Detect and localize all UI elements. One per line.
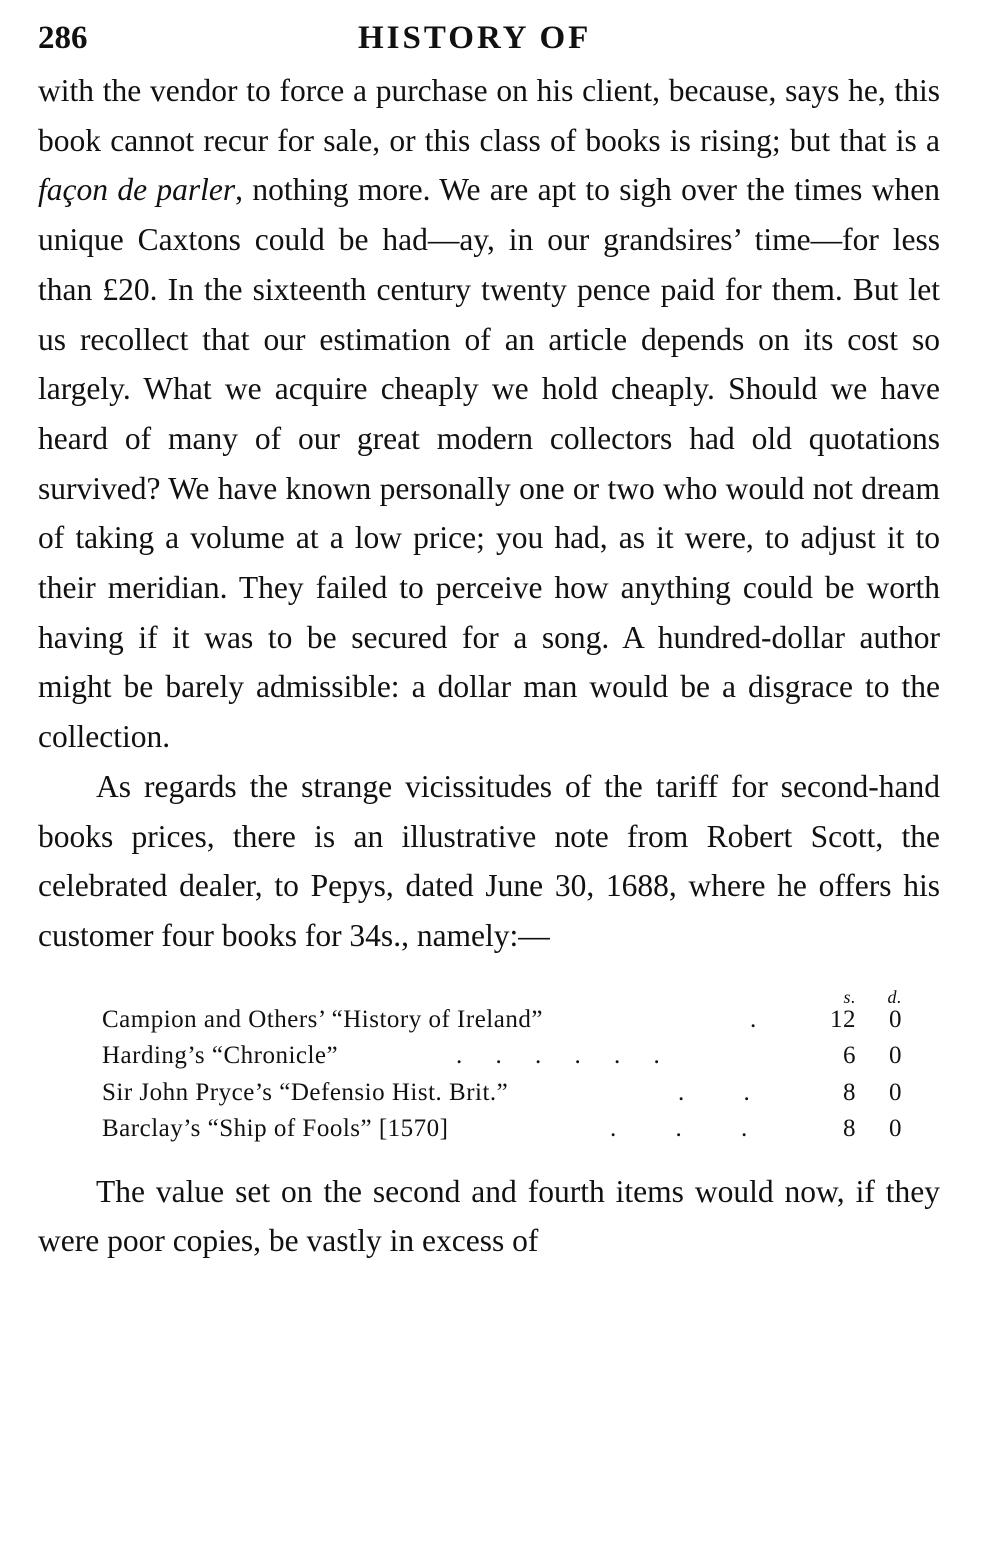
book-title: Barclay’s “Ship of Fools” [1570]	[102, 1115, 449, 1143]
page-number: 286	[38, 20, 88, 56]
dot-leaders: .	[750, 1005, 757, 1033]
price-row	[102, 1031, 902, 1068]
dot-leaders: . . .	[610, 1115, 748, 1143]
price-shillings: 6	[843, 1042, 856, 1070]
price-pence: 0	[889, 1042, 902, 1070]
book-title: Harding’s “Chronicle”	[102, 1042, 339, 1070]
price-table	[102, 977, 902, 1141]
price-table-header	[102, 977, 902, 1007]
paragraph-3: The value set on the second and fourth items would now, if they were poor copies, be vastly in excess of	[38, 1173, 940, 1259]
pence-column-header: d.	[887, 986, 902, 1007]
price-row	[102, 1104, 902, 1141]
price-shillings: 8	[843, 1078, 856, 1106]
body-text	[38, 66, 940, 1266]
italic-phrase: façon de parler	[38, 172, 236, 208]
paragraph-1	[38, 66, 940, 762]
dot-leaders: . .	[678, 1078, 751, 1106]
price-shillings: 12	[830, 1005, 856, 1033]
running-title: HISTORY OF	[358, 20, 592, 56]
running-header	[38, 18, 940, 66]
paragraph-1-text-start: with the vendor to force a purchase on his client, because, says he, this book cannot recur for sale, or this class of books is rising; but that is a	[38, 73, 940, 158]
book-title: Sir John Pryce’s “Defensio Hist. Brit.”	[102, 1078, 509, 1106]
paragraph-2: As regards the strange vicissitudes of the tariff for second-hand books prices, there is an illustrative note from Robert Scott, the celebrated dealer, to Pepys, dated June 30, 1688, where he offers his customer four books for 34s., namely:—	[38, 768, 940, 953]
book-page	[38, 18, 940, 1266]
price-shillings: 8	[843, 1115, 856, 1143]
paragraph-1-text-end: , nothing more. We are apt to sigh over the times when unique Caxtons could be had—ay, in our grandsires’ time—for less than £20. In the sixteenth century twenty pence paid for them. But let us recollect that our estimation of an article depends on its cost so largely. What we acquire cheaply we hold cheaply. Should we have heard of many of our great modern collectors had old quotations survived? We have known personally one or two who would not dream of taking a volume at a low price; you had, as it were, to adjust it to their meridian. They failed to perceive how anything could be worth having if it was to be secured for a song. A hundred-dollar author might be barely admissible: a dollar man would be a disgrace to the collection.	[38, 172, 940, 755]
price-pence: 0	[889, 1115, 902, 1143]
dot-leaders: . . . . . .	[456, 1042, 661, 1070]
price-pence: 0	[889, 1078, 902, 1106]
price-row	[102, 995, 902, 1032]
book-title: Campion and Others’ “History of Ireland”	[102, 1005, 543, 1033]
price-row	[102, 1068, 902, 1105]
price-pence: 0	[889, 1005, 902, 1033]
shillings-column-header: s.	[843, 986, 856, 1007]
